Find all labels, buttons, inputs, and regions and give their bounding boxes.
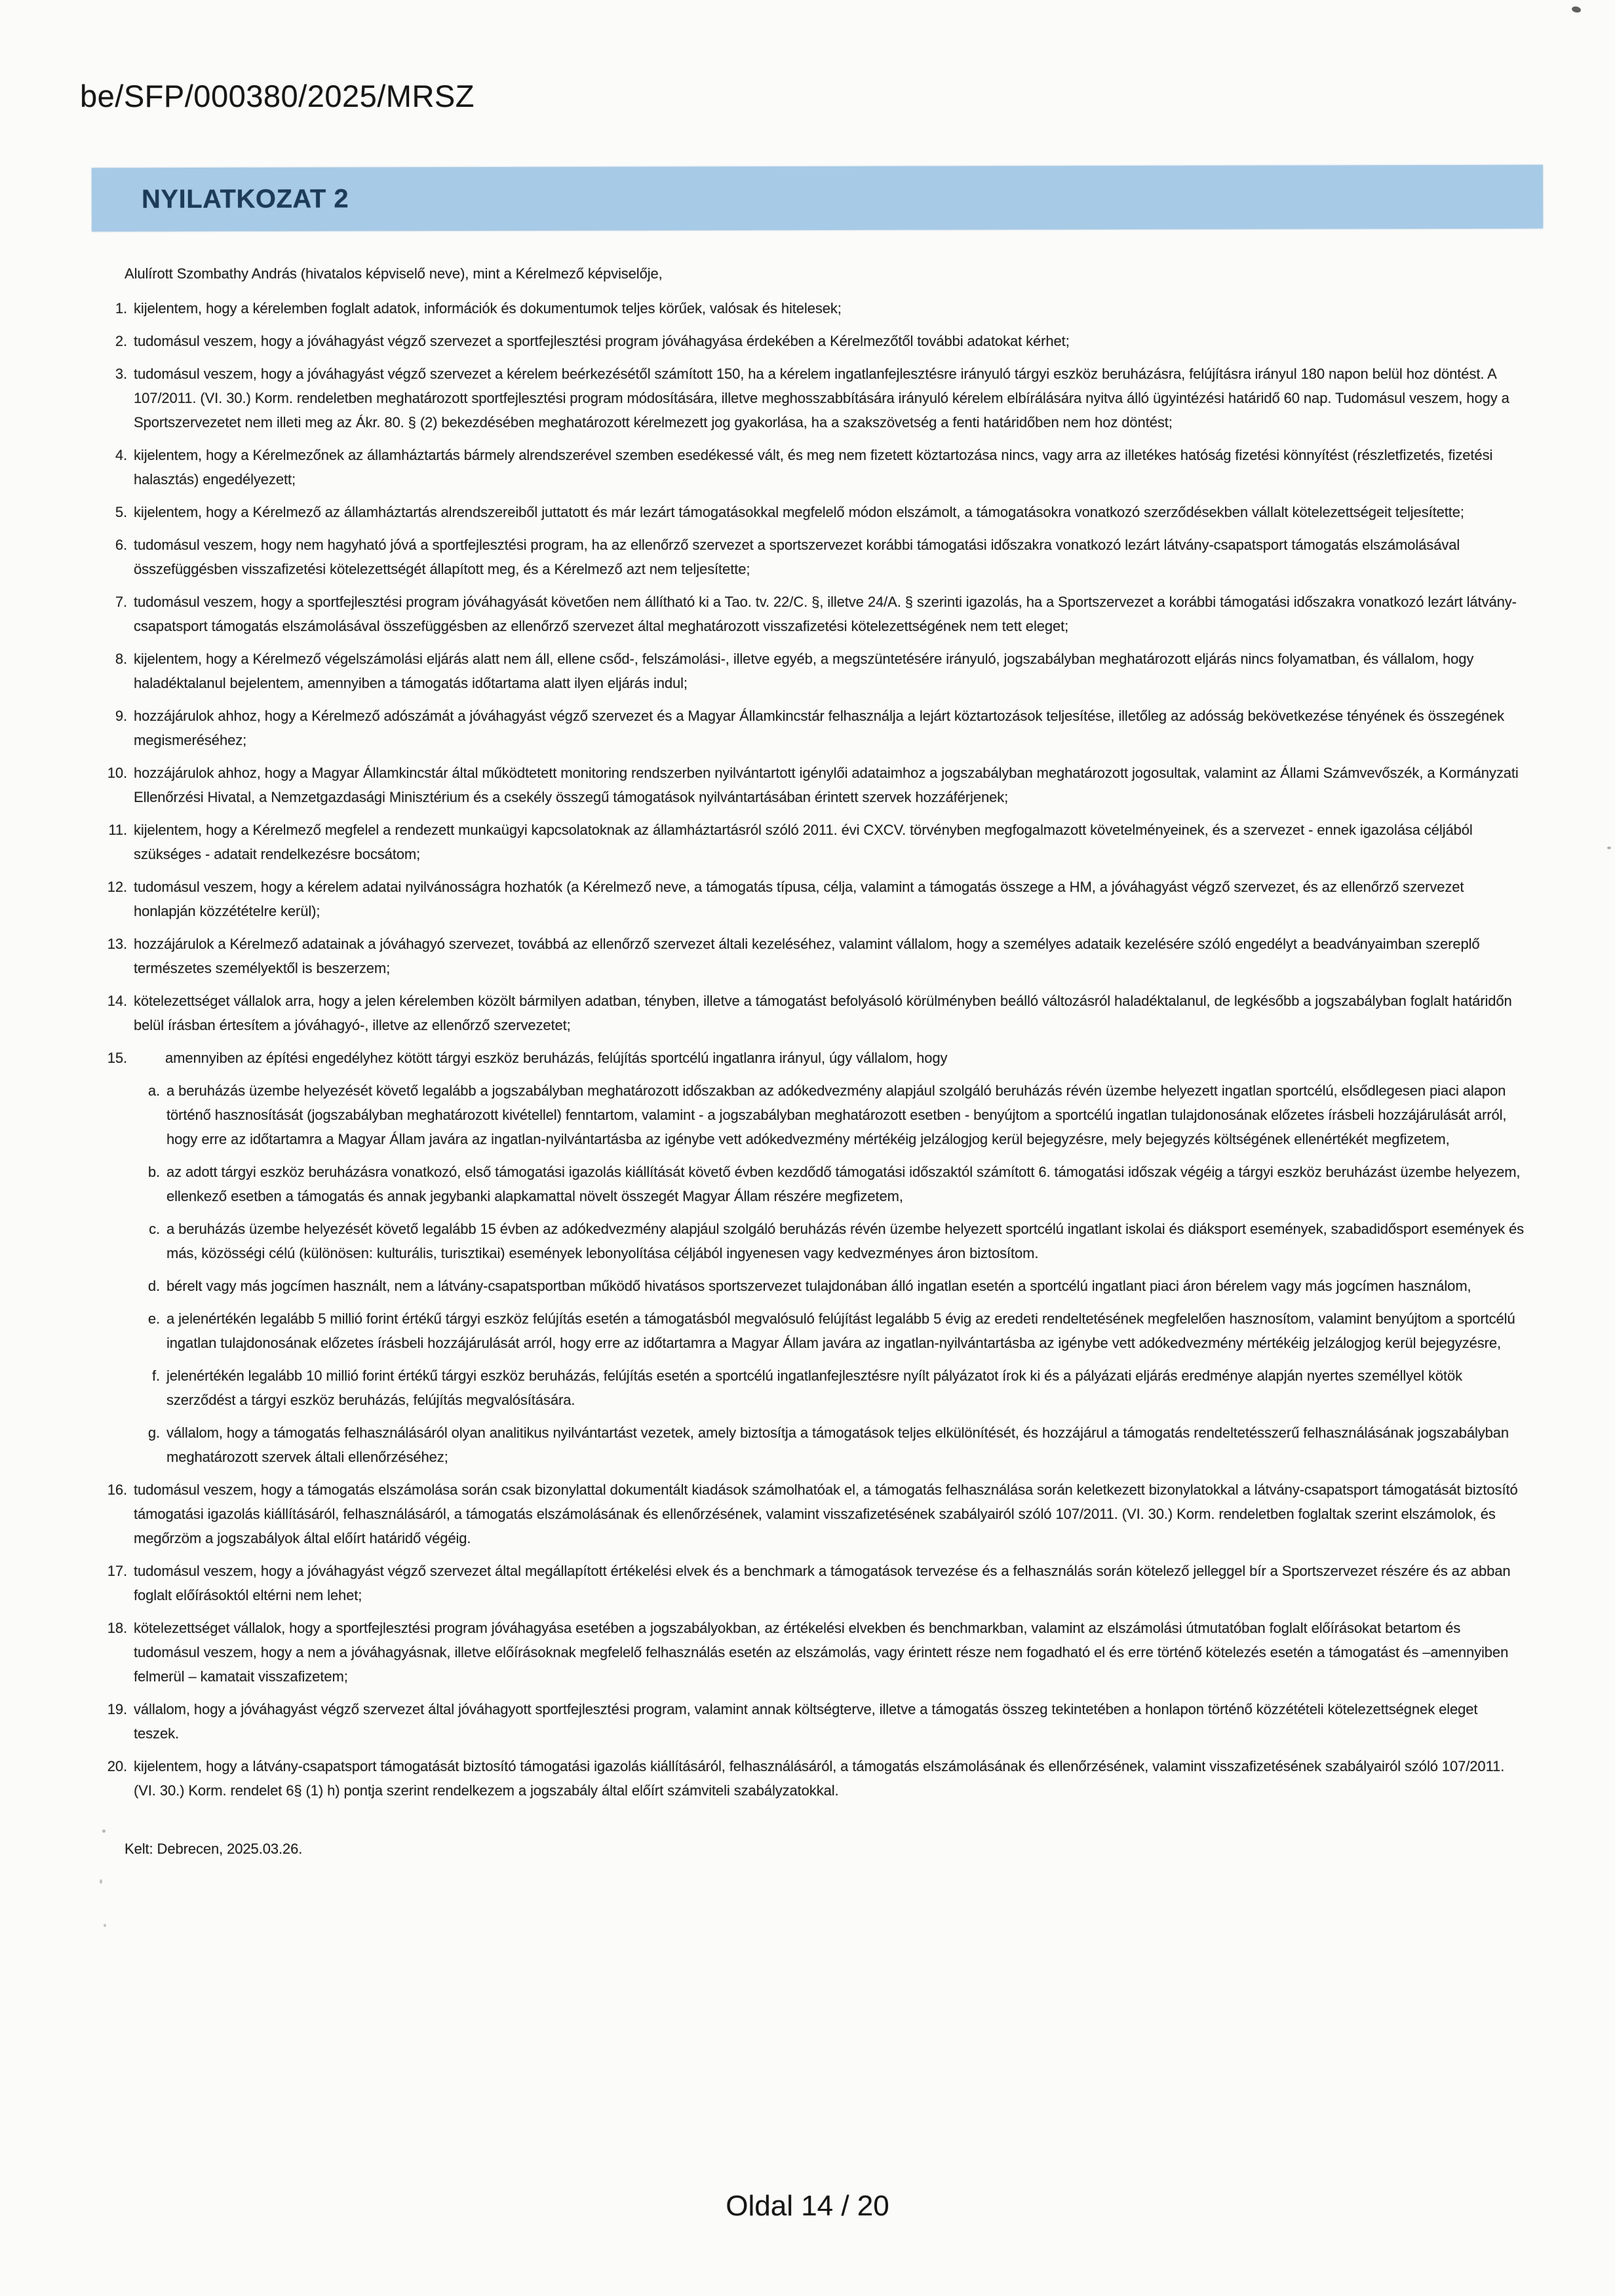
declaration-item-1 [80, 296, 1525, 320]
item-text: vállalom, hogy a jóváhagyást végző szervezet által jóváhagyott sportfejlesztési program, valamint annak költségterve, illetve a támogatás összeg tekintetében a honlapon történő közzétételi kötelezettségnek eleget teszek. [134, 1701, 1478, 1742]
item-text: tudomásul veszem, hogy a sportfejlesztési program jóváhagyását követően nem állítható ki a Tao. tv. 22/C. §, illetve 24/A. § szerinti igazolás, ha a Sportszervezet a korábbi támogatási időszakra vonatkozó lezárt látvány-csapatsport támogatás elszámolásával összefüggésben az ellenőrző szervezet által meghatározott visszafizetési kötelezettségének nem tett eleget; [134, 594, 1517, 634]
sub-item-letter: b. [147, 1164, 160, 1180]
sub-item-text: a beruházás üzembe helyezését követő legalább a jogszabályban meghatározott időszakban az adókedvezmény alapjául szolgáló beruházás révén üzembe helyezett ingatlan sportcélú, elsődlegesen piaci alapon történő hasznosítását (jogszabályban meghatározott kivétellel) fenntartom, valamint - a jogszabályban meghatározott esetben - benyújtom a sportcélú ingatlan tulajdonosának előzetes írásbeli hozzájárulását arról, hogy erre az időtartamra a Magyar Állam javára az ingatlan-nyilvántartásba az igénybe vett adókedvezmény mértékéig jelzálogjog kerül bejegyzésre, mely bejegyzés költségének ellenértékét megfizetem, [166, 1082, 1507, 1147]
declaration-item-17 [80, 1559, 1525, 1607]
item-text: tudomásul veszem, hogy a jóváhagyást végző szervezet a sportfejlesztési program jóváhagyása érdekében a Kérelmezőtől további adatokat kérhet; [134, 333, 1070, 349]
item-text: kijelentem, hogy a kérelemben foglalt adatok, információk és dokumentumok teljes körűek, valósak és hitelesek; [134, 300, 842, 316]
item-text: kijelentem, hogy a látvány-csapatsport támogatását biztosító támogatási igazolás kiállításáról, felhasználásáról, a támogatás elszámolásának és ellenőrzésének, valamint visszafizetésének szabályairól szóló 107/2011. (VI. 30.) Korm. rendelet 6§ (1) h) pontja szerint rendelkezem a jogszabály által előírt számviteli szabályzatokkal. [134, 1758, 1505, 1799]
item-text: kötelezettséget vállalok arra, hogy a jelen kérelemben közölt bármilyen adatban, tényben, illetve a támogatást befolyásoló körülményben beálló változásról haladéktalanul, de legkésőbb a jogszabályban foglalt határidőn belül írásban értesítem a jóváhagyó-, illetve az ellenőrző szervezetet; [134, 993, 1512, 1033]
sub-item-letter: d. [147, 1278, 160, 1294]
scan-artifact [1607, 847, 1611, 849]
sub-item-text: bérelt vagy más jogcímen használt, nem a látvány-csapatsportban működő hivatásos sportszervezet tulajdonában álló ingatlan esetén a sportcélú ingatlant piaci áron bérelem vagy más jogcímen használom, [166, 1278, 1471, 1294]
item-text: hozzájárulok ahhoz, hogy a Kérelmező adószámát a jóváhagyást végző szervezet és a Magyar Államkincstár felhasználja a lejárt köztartozások teljesítése, illetőleg az adósság bekövetkezése tényének és összegének megismeréséhez; [134, 708, 1505, 748]
declaration-item-15c [80, 1217, 1525, 1265]
declaration-item-6 [80, 533, 1525, 581]
item-number: 18. [107, 1620, 127, 1636]
declaration-item-13 [80, 932, 1525, 980]
sub-item-letter: f. [151, 1368, 160, 1384]
scan-artifact [102, 1829, 106, 1833]
item-number: 15. [107, 1050, 127, 1066]
page-number: Oldal 14 / 20 [726, 2190, 889, 2222]
sub-item-letter: c. [149, 1221, 160, 1237]
item-number: 19. [107, 1701, 127, 1717]
item-text: hozzájárulok a Kérelmező adatainak a jóváhagyó szervezet, továbbá az ellenőrző szervezet általi kezeléséhez, valamint vállalom, hogy a személyes adataik kezelésére szóló engedélyt a beadványaimban szereplő természetes személyektől is beszerzem; [134, 936, 1480, 976]
item-number: 3. [115, 366, 127, 382]
declaration-item-15 [80, 1046, 1525, 1070]
sub-item-text: a beruházás üzembe helyezését követő legalább 15 évben az adókedvezmény alapjául szolgáló beruházás révén üzembe helyezett sportcélú ingatlant iskolai és diáksport események, szabadidősport események és más, közösségi célú (különösen: kulturális, turisztikai) események lebonyolítása céljából ingyenesen vagy kedvezményes áron biztosítom. [166, 1221, 1525, 1261]
item-text: kijelentem, hogy a Kérelmező végelszámolási eljárás alatt nem áll, ellene csőd-, felszámolási-, illetve egyéb, a megszüntetésére irányuló, jogszabályban meghatározott eljárás nincs folyamatban, és vállalom, hogy haladéktalanul bejelentem, amennyiben a támogatás időtartama alatt ilyen eljárás indul; [134, 651, 1474, 691]
item-number: 11. [108, 822, 127, 838]
declaration-item-14 [80, 989, 1525, 1037]
declaration-item-9 [80, 704, 1525, 752]
sub-item-letter: a. [147, 1082, 160, 1099]
sub-item-letter: e. [147, 1311, 160, 1327]
section-title: NYILATKOZAT 2 [141, 184, 349, 214]
declaration-intro: Alulírott Szombathy András (hivatalos képviselő neve), mint a Kérelmező képviselője, [125, 265, 663, 282]
declaration-item-15d [80, 1274, 1525, 1298]
item-number: 13. [107, 936, 127, 952]
declaration-item-20 [80, 1754, 1525, 1803]
declaration-item-19 [80, 1697, 1525, 1746]
declaration-item-15a [80, 1079, 1525, 1151]
sub-item-letter: g. [147, 1425, 160, 1441]
item-number: 9. [115, 708, 127, 724]
item-text: kijelentem, hogy a Kérelmezőnek az államháztartás bármely alrendszerével szemben esedékessé vált, és meg nem fizetett köztartozása nincs, vagy arra az illetékes hatóság fizetési könnyítést (részletfizetés, fizetési halasztás) engedélyezett; [134, 447, 1493, 488]
declaration-item-10 [80, 761, 1525, 809]
declaration-item-8 [80, 647, 1525, 695]
section-banner [92, 165, 1543, 232]
declaration-item-16 [80, 1478, 1525, 1550]
item-text: tudomásul veszem, hogy a jóváhagyást végző szervezet által megállapított értékelési elvek és a benchmark a támogatások tervezése és a felhasználás során kötelező jelleggel bír a Sportszervezet részére és az abban foglalt előírásoktól eltérni nem lehet; [134, 1563, 1511, 1603]
declaration-item-2 [80, 329, 1525, 353]
sub-item-text: jelenértékén legalább 10 millió forint értékű tárgyi eszköz beruházás, felújítás esetén a sportcélú ingatlanfejlesztésre nyílt pályázatot írok ki és a pályázati eljárás eredménye alapján nyertes személlyel kötök szerződést a tárgyi eszköz beruházás, felújítás megvalósítására. [166, 1368, 1463, 1408]
scan-artifact [104, 1924, 106, 1927]
item-text: kötelezettséget vállalok, hogy a sportfejlesztési program jóváhagyása esetében a jogszabályokban, az értékelési elvekben és benchmarkban, valamint az elszámolási útmutatóban foglalt előírásokat betartom és tudomásul veszem, hogy a nem a jóváhagyásnak, illetve előírásoknak megfelelő felhasználás esetén az elszámolás, vagy érintett része nem fogadható el és erre történő kötelezés esetén a támogatást és –amennyiben felmerül – kamatait visszafizetem; [134, 1620, 1509, 1685]
item-number: 4. [115, 447, 127, 463]
declaration-body [80, 261, 1525, 1861]
item-text: kijelentem, hogy a Kérelmező megfelel a rendezett munkaügyi kapcsolatoknak az államháztartásról szóló 2011. évi CXCV. törvényben megfogalmazott követelményeinek, és a szervezet - ennek igazolása céljából szükséges - adatait rendelkezésre bocsátom; [134, 822, 1473, 862]
declaration-item-7 [80, 590, 1525, 638]
item-number: 14. [107, 993, 127, 1009]
declaration-item-15e [80, 1307, 1525, 1355]
sub-item-text: az adott tárgyi eszköz beruházásra vonatkozó, első támogatási igazolás kiállítását követő évben kezdődő támogatási időszaktól számított 6. támogatási időszak végéig a tárgyi eszköz beruházást üzembe helyezem, ellenkező esetben a támogatás és annak jegybanki alapkamattal növelt összegét Magyar Állam részére megfizetem, [166, 1164, 1521, 1204]
item-number: 12. [107, 879, 127, 895]
reference-code: be/SFP/000380/2025/MRSZ [80, 79, 475, 113]
declaration-item-18 [80, 1616, 1525, 1689]
item-number: 6. [115, 537, 127, 553]
item-number: 1. [115, 300, 127, 316]
sub-item-text: vállalom, hogy a támogatás felhasználásáról olyan analitikus nyilvántartást vezetek, amely biztosítja a támogatások teljes elkülönítését, és hozzájárul a támogatás rendeltetésszerű felhasználásának jogszabályban meghatározott szervek általi ellenőrzéséhez; [166, 1425, 1509, 1465]
declaration-item-5 [80, 500, 1525, 524]
declaration-item-15f [80, 1364, 1525, 1412]
date-line: Kelt: Debrecen, 2025.03.26. [125, 1841, 303, 1857]
declaration-item-11 [80, 818, 1525, 866]
item-number: 8. [115, 651, 127, 667]
declaration-item-12 [80, 875, 1525, 923]
declaration-item-15g [80, 1421, 1525, 1469]
item-number: 2. [115, 333, 127, 349]
declaration-item-3 [80, 362, 1525, 434]
item-number: 16. [107, 1482, 127, 1498]
item-number: 10. [107, 765, 127, 781]
declaration-item-15b [80, 1160, 1525, 1208]
item-text: kijelentem, hogy a Kérelmező az államháztartás alrendszereiből juttatott és már lezárt támogatásokkal megfelelő módon elszámolt, a támogatásokra vonatkozó szerződésekben vállalt kötelezettségeit teljesítette; [134, 504, 1464, 520]
item-text: tudomásul veszem, hogy a jóváhagyást végző szervezet a kérelem beérkezésétől számított 150, ha a kérelem ingatlanfejlesztésre irányuló tárgyi eszköz beruházásra, felújításra irányul 180 napon belül hoz döntést. A 107/2011. (VI. 30.) Korm. rendeletben meghatározott sportfejlesztési program módosítására, illetve meghosszabbítására irányuló kérelem elbírálására nyitva álló ügyintézési határidő 60 nap. Tudomásul veszem, hogy a Sportszervezetet nem illeti meg az Ákr. 80. § (2) bekezdésében meghatározott kérelmezett jog gyakorlása, ha a szakszövetség a fenti határidőben nem hoz döntést; [134, 366, 1509, 430]
declaration-item-4 [80, 443, 1525, 491]
item-text: tudomásul veszem, hogy a kérelem adatai nyilvánosságra hozhatók (a Kérelmező neve, a támogatás típusa, célja, valamint a támogatás összege a HM, a jóváhagyást végző szervezet, és az ellenőrző szervezet honlapján közzétételre kerül); [134, 879, 1464, 919]
item-number: 7. [115, 594, 127, 610]
item-text: tudomásul veszem, hogy a támogatás elszámolása során csak bizonylattal dokumentált kiadások számolhatóak el, a támogatás felhasználása során keletkezett bizonylatokkal a látvány-csapatsport támogatását biztosító támogatási igazolás kiállításáról, felhasználásáról, a támogatás elszámolásának és ellenőrzésének, valamint visszafizetésének szabályairól szóló 107/2011. (VI. 30.) Korm. rendeletben foglaltak szerint elszámolok, és megőrzöm a jogszabályok által előírt határidő végéig. [134, 1482, 1518, 1546]
item-text: amennyiben az építési engedélyhez kötött tárgyi eszköz beruházás, felújítás sportcélú ingatlanra irányul, úgy vállalom, hogy [165, 1050, 948, 1066]
item-number: 5. [115, 504, 127, 520]
item-text: tudomásul veszem, hogy nem hagyható jóvá a sportfejlesztési program, ha az ellenőrző szervezet a sportszervezet korábbi támogatási időszakra vonatkozó lezárt látvány-csapatsport támogatás elszámolásával összefüggésben visszafizetési kötelezettségét állapított meg, és a Kérelmező azt nem teljesítette; [134, 537, 1460, 577]
item-number: 20. [107, 1758, 127, 1774]
sub-item-text: a jelenértékén legalább 5 millió forint értékű tárgyi eszköz felújítás esetén a támogatásból megvalósuló felújítást legalább 5 évig az eredeti rendeltetésének megfelelően hasznosítom, valamint benyújtom a sportcélú ingatlan tulajdonosának előzetes írásbeli hozzájárulását arról, hogy erre az időtartamra a Magyar Állam javára az ingatlan-nyilvántartásba az igénybe vett adókedvezmény mértékéig jelzálogjog kerül bejegyzésre, [166, 1311, 1515, 1351]
scan-artifact [100, 1879, 102, 1884]
item-text: hozzájárulok ahhoz, hogy a Magyar Államkincstár által működtetett monitoring rendszerben nyilvántartott igénylői adataimhoz a jogszabályban meghatározott jogosultak, valamint az Állami Számvevőszék, a Kormányzati Ellenőrzési Hivatal, a Nemzetgazdasági Minisztérium és a csekély összegű támogatások nyilvántartásában érintett szervek hozzáférjenek; [134, 765, 1519, 805]
item-number: 17. [107, 1563, 127, 1579]
